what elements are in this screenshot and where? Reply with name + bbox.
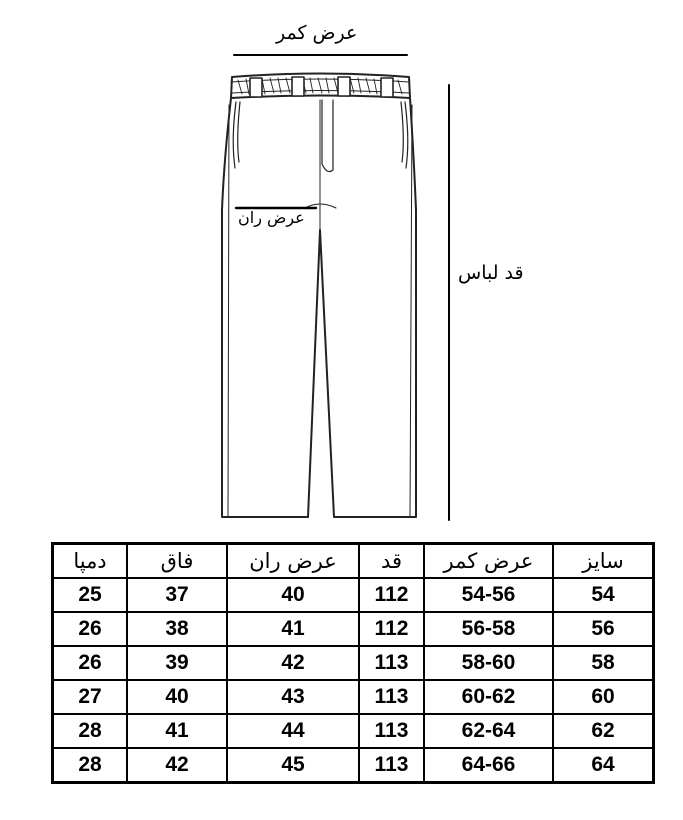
cell-waist: 60-62 [424,680,553,714]
cell-size: 58 [553,646,654,680]
cell-rise: 41 [127,714,227,748]
left-pocket [233,102,240,168]
table-row [53,680,654,714]
cell-size: 60 [553,680,654,714]
cell-length: 113 [359,748,424,783]
fly-stitch [322,100,333,172]
cell-rise: 39 [127,646,227,680]
cell-length: 112 [359,578,424,612]
cell-size: 56 [553,612,654,646]
cell-waist: 56-58 [424,612,553,646]
cell-thigh: 45 [227,748,359,783]
header-size: سایز [553,544,654,579]
garment-length-label: قد لباس [458,262,524,284]
table-row [53,612,654,646]
cell-size: 54 [553,578,654,612]
waist-width-label: عرض کمر [276,22,358,44]
cell-rise: 37 [127,578,227,612]
cell-waist: 62-64 [424,714,553,748]
cell-thigh: 43 [227,680,359,714]
header-length: قد [359,544,424,579]
cell-length: 113 [359,714,424,748]
cell-thigh: 40 [227,578,359,612]
header-hem: دمپا [53,544,128,579]
cell-hem: 28 [53,748,128,783]
waistband [231,74,410,99]
table-row [53,578,654,612]
table-row [53,714,654,748]
header-rise: فاق [127,544,227,579]
cell-waist: 64-66 [424,748,553,783]
right-pocket [401,102,408,168]
thigh-width-label: عرض ران [238,208,305,227]
cell-length: 113 [359,646,424,680]
table-header-row [53,544,654,579]
cell-hem: 27 [53,680,128,714]
cell-rise: 38 [127,612,227,646]
cell-thigh: 44 [227,714,359,748]
header-thigh: عرض ران [227,544,359,579]
cell-length: 112 [359,612,424,646]
table-row [53,646,654,680]
table-row [53,748,654,783]
cell-waist: 54-56 [424,578,553,612]
header-waist: عرض کمر [424,544,553,579]
cell-thigh: 41 [227,612,359,646]
cell-hem: 26 [53,612,128,646]
cell-rise: 40 [127,680,227,714]
cell-waist: 58-60 [424,646,553,680]
cell-hem: 28 [53,714,128,748]
cell-length: 113 [359,680,424,714]
cell-thigh: 42 [227,646,359,680]
cell-size: 62 [553,714,654,748]
cell-size: 64 [553,748,654,783]
cell-rise: 42 [127,748,227,783]
cell-hem: 26 [53,646,128,680]
size-table [51,542,655,784]
pants-outline [222,98,416,517]
cell-hem: 25 [53,578,128,612]
